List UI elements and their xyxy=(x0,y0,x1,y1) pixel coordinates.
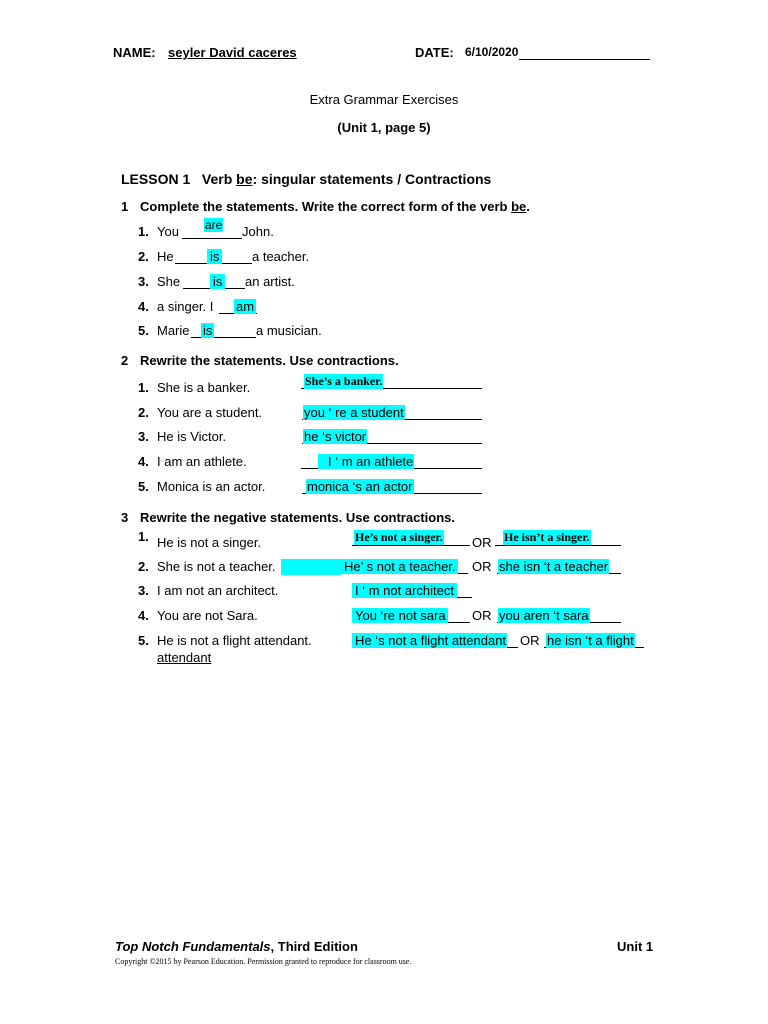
ex3-item1-question: He is not a singer. xyxy=(157,535,262,550)
ex3-item4-or: OR xyxy=(472,608,492,623)
lesson-verb: be xyxy=(236,171,253,187)
ex1-item4-prefix: a singer. I xyxy=(157,299,214,314)
ex3-number: 3 xyxy=(121,510,129,525)
footer-unit: Unit 1 xyxy=(617,939,654,954)
ex3-item5-number: 5. xyxy=(138,633,149,648)
ex2-item2-answer[interactable]: you ‘ re a student xyxy=(304,405,404,420)
ex2-item4-question: I am an athlete. xyxy=(157,454,247,469)
footer-edition: , Third Edition xyxy=(270,939,358,954)
footer-book-name: Top Notch Fundamentals xyxy=(115,939,271,954)
ex1-item4-number: 4. xyxy=(138,299,149,314)
ex3-item3-question: I am not an architect. xyxy=(157,583,279,598)
ex2-item2-number: 2. xyxy=(138,405,149,420)
ex1-item3-prefix: She xyxy=(157,274,181,289)
footer-book-title xyxy=(115,939,358,954)
ex3-item1-answer1[interactable]: He’s not a singer. xyxy=(355,530,443,544)
ex1-item4-answer[interactable]: am xyxy=(236,299,255,314)
ex2-item5-number: 5. xyxy=(138,479,149,494)
lesson-label: LESSON 1 xyxy=(121,171,191,187)
ex2-instruction: Rewrite the statements. Use contractions. xyxy=(140,353,399,368)
ex1-item5-suffix: a musician. xyxy=(256,323,322,338)
page-subtitle: (Unit 1, page 5) xyxy=(337,120,431,135)
ex2-item5-question: Monica is an actor. xyxy=(157,479,266,494)
ex2-item3-number: 3. xyxy=(138,429,149,444)
ex3-item1-blank2 xyxy=(495,545,621,546)
ex1-item5-prefix: Marie xyxy=(157,323,190,338)
ex2-number: 2 xyxy=(121,353,129,368)
lesson-suffix: : singular statements / Contractions xyxy=(252,171,492,187)
ex2-item4-answer[interactable]: I ‘ m an athlete xyxy=(318,454,414,469)
ex3-item2-or: OR xyxy=(472,559,492,574)
ex3-item2-number: 2. xyxy=(138,559,149,574)
date-label: DATE: xyxy=(415,45,454,60)
ex2-item1-number: 1. xyxy=(138,380,149,395)
name-label: NAME: xyxy=(113,45,156,60)
ex3-item3-number: 3. xyxy=(138,583,149,598)
ex2-item1-question: She is a banker. xyxy=(157,380,251,395)
ex3-item4-answer2[interactable]: you aren ‘t sara xyxy=(499,608,589,623)
ex1-item3-suffix: an artist. xyxy=(245,274,295,289)
lesson-heading xyxy=(121,171,491,187)
ex3-item4-question: You are not Sara. xyxy=(157,608,258,623)
ex3-item5-answer2[interactable]: he isn ‘t a flight xyxy=(547,633,634,648)
ex3-item1-answer2[interactable]: He isn’t a singer. xyxy=(504,530,590,544)
ex3-item5-question: He is not a flight attendant. xyxy=(157,633,312,648)
ex1-item5-answer[interactable]: is xyxy=(203,323,213,338)
ex3-item5-answer2-continued: attendant xyxy=(157,650,212,665)
ex1-item1-prefix: You xyxy=(157,224,179,239)
ex2-item3-answer[interactable]: he ‘s victor xyxy=(304,429,367,444)
ex1-number: 1 xyxy=(121,199,129,214)
ex1-instruction xyxy=(140,199,530,214)
ex1-item1-answer[interactable]: are xyxy=(205,218,223,232)
ex2-item2-question: You are a student. xyxy=(157,405,263,420)
ex1-item5-number: 5. xyxy=(138,323,149,338)
ex3-item4-number: 4. xyxy=(138,608,149,623)
ex2-item1-answer[interactable]: She’s a banker. xyxy=(305,374,383,388)
ex3-item2-highlight-gap xyxy=(281,559,341,575)
ex3-item4-answer1[interactable]: You ‘re not sara xyxy=(352,608,448,623)
ex3-item1-blank1 xyxy=(352,545,470,546)
ex1-item1-blank xyxy=(182,238,242,239)
ex1-item1-suffix: John. xyxy=(242,224,274,239)
ex2-item4-number: 4. xyxy=(138,454,149,469)
ex3-item2-answer2[interactable]: she isn ‘t a teacher xyxy=(499,559,609,574)
ex1-item2-answer[interactable]: is xyxy=(207,249,222,264)
date-value: 6/10/2020 xyxy=(465,45,519,59)
lesson-prefix: Verb xyxy=(201,171,233,187)
ex3-instruction: Rewrite the negative statements. Use contractions. xyxy=(140,510,455,525)
ex3-item5-answer1[interactable]: He ‘s not a flight attendant xyxy=(352,633,507,648)
ex1-item1-number: 1. xyxy=(138,224,149,239)
ex1-instruction-verb: be xyxy=(511,199,527,214)
ex3-item1-number: 1. xyxy=(138,529,149,544)
ex3-item1-or: OR xyxy=(472,535,492,550)
ex1-item3-answer[interactable]: is xyxy=(210,274,225,289)
ex3-item2-answer1[interactable]: He’ s not a teacher. xyxy=(341,559,458,574)
date-underline xyxy=(519,59,650,60)
ex3-item3-answer1[interactable]: I ‘ m not architect xyxy=(352,583,457,598)
ex1-item2-number: 2. xyxy=(138,249,149,264)
name-value: seyler David caceres xyxy=(168,45,297,60)
footer-copyright: Copyright ©2015 by Pearson Education. Permission granted to reproduce for classroom use. xyxy=(115,957,412,966)
page-title: Extra Grammar Exercises xyxy=(309,92,459,107)
ex2-item3-question: He is Victor. xyxy=(157,429,227,444)
ex1-instruction-end: . xyxy=(526,199,530,214)
ex2-item5-answer[interactable]: monica ‘s an actor xyxy=(307,479,413,494)
ex1-instruction-text: Complete the statements. Write the correct form of the verb xyxy=(140,199,508,214)
ex1-item3-number: 3. xyxy=(138,274,149,289)
ex3-item2-question: She is not a teacher. xyxy=(157,559,276,574)
ex1-item2-prefix: He xyxy=(157,249,174,264)
ex3-item5-or: OR xyxy=(520,633,540,648)
ex1-item2-suffix: a teacher. xyxy=(252,249,310,264)
